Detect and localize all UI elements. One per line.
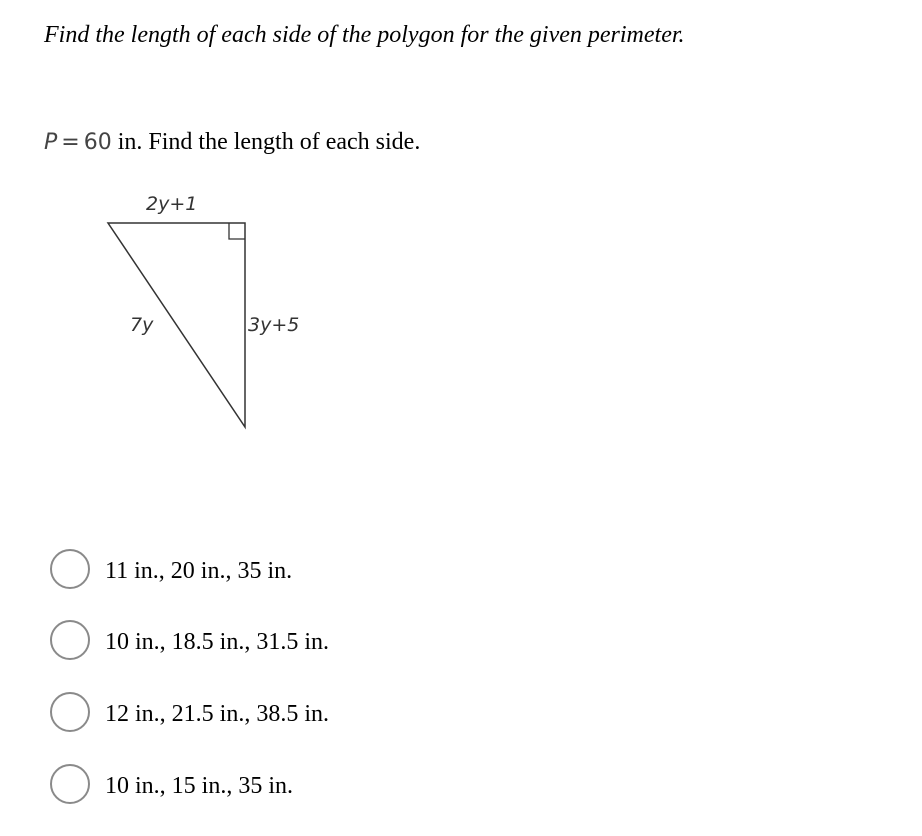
radio-button[interactable] [50, 620, 90, 660]
right-angle-marker [229, 223, 245, 239]
triangle-diagram [100, 190, 330, 440]
side-label-hypotenuse: 7y [130, 314, 154, 336]
perimeter-value: 60 [83, 130, 112, 155]
option-label: 11 in., 20 in., 35 in. [105, 558, 293, 584]
side-label-top: 2y+1 [146, 193, 198, 215]
answer-option[interactable] [50, 620, 450, 664]
answer-option[interactable] [50, 764, 450, 808]
triangle-shape [108, 223, 245, 427]
perimeter-variable: P [44, 130, 58, 155]
question-prompt [44, 129, 420, 156]
radio-button[interactable] [50, 764, 90, 804]
option-label: 10 in., 15 in., 35 in. [105, 773, 294, 799]
side-label-right: 3y+5 [248, 314, 300, 336]
answer-option[interactable] [50, 549, 450, 593]
option-label: 12 in., 21.5 in., 38.5 in. [105, 701, 330, 727]
radio-button[interactable] [50, 692, 90, 732]
equals-sign: = [61, 130, 80, 155]
radio-button[interactable] [50, 549, 90, 589]
option-label: 10 in., 18.5 in., 31.5 in. [105, 629, 330, 655]
question-instruction: Find the length of each side of the polygon for the given perimeter. [44, 22, 685, 48]
prompt-text: in. Find the length of each side. [111, 129, 421, 155]
answer-option[interactable] [50, 692, 450, 736]
